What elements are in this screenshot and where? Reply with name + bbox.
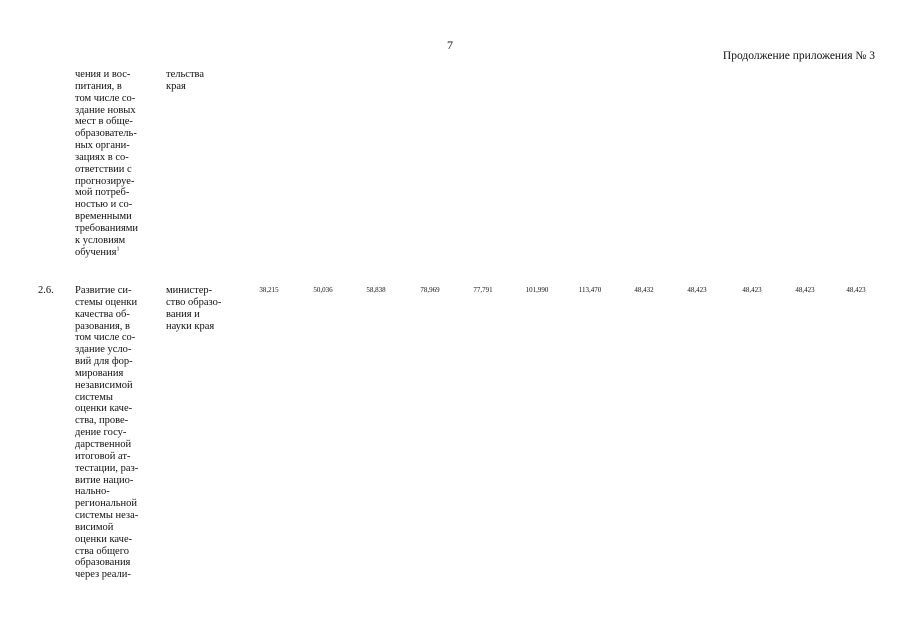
row-2-6-name-line: вий для фор- bbox=[75, 356, 133, 368]
row-2-6-executor-line: вания и bbox=[166, 308, 200, 320]
row-2-6-value: 48,423 bbox=[687, 286, 707, 294]
row-2-6-name-line: здание усло- bbox=[75, 344, 132, 356]
row-2-6-name-line: итоговой ат- bbox=[75, 450, 131, 462]
row-2-6-name-line: оценки каче- bbox=[75, 403, 133, 415]
page-number: 7 bbox=[447, 38, 453, 52]
row-2-6-value: 50,036 bbox=[313, 286, 333, 294]
row-2-6-name-line: системы bbox=[75, 391, 113, 403]
row-2-6-name-line: том числе со- bbox=[75, 332, 136, 344]
row-1-name bbox=[75, 69, 138, 259]
row-2-6-name-line: образования bbox=[75, 557, 131, 569]
row-2-6-name-line: ства общего bbox=[75, 545, 129, 557]
row-1-name-line: зациях в со- bbox=[75, 151, 129, 163]
row-1-name-line: требованиями bbox=[75, 222, 139, 234]
row-2-6-name-line: через реали- bbox=[75, 569, 131, 581]
row-2-6-name-line: независимой bbox=[75, 379, 133, 391]
row-1-name-line: здание новых bbox=[75, 104, 136, 116]
row-2-6-name-line: оценки каче- bbox=[75, 533, 133, 545]
row-2-6-name-line: дение госу- bbox=[75, 427, 127, 439]
row-1-name-text: обучения bbox=[75, 246, 117, 258]
row-2-6-name-line: Развитие си- bbox=[75, 285, 132, 296]
row-1-name-line: чения и вос- bbox=[75, 69, 131, 80]
row-1-name-line: образователь- bbox=[75, 128, 137, 140]
row-2-6-value: 58,838 bbox=[366, 286, 386, 294]
row-2-6-name-line: стемы оценки bbox=[75, 296, 138, 308]
row-2-6-value: 78,969 bbox=[420, 286, 440, 294]
row-1-name-line: прогнозируе- bbox=[75, 175, 135, 187]
row-2-6-value: 48,423 bbox=[846, 286, 866, 294]
row-2-6-executor-line: ство образо- bbox=[166, 296, 222, 308]
continuation-label: Продолжение приложения № 3 bbox=[722, 50, 875, 62]
row-1-executor bbox=[166, 69, 204, 93]
row-2-6-value: 101,990 bbox=[525, 286, 549, 294]
row-1-executor-line: края bbox=[166, 80, 186, 92]
row-2-6-executor bbox=[166, 285, 221, 332]
row-1-name-line: питания, в bbox=[75, 80, 122, 92]
row-2-6-value: 48,423 bbox=[795, 286, 815, 294]
row-2-6-name-line: региональной bbox=[75, 498, 137, 510]
row-1-name-line-last bbox=[75, 247, 138, 259]
row-1-executor-line: тельства bbox=[166, 69, 205, 80]
row-2-6-name-line: витие нацио- bbox=[75, 474, 134, 486]
footnote-marker: 1 bbox=[116, 246, 120, 253]
row-2-6-value: 48,432 bbox=[634, 286, 654, 294]
row-2-6-name-line: нально- bbox=[75, 486, 110, 498]
row-2-6-number: 2.6. bbox=[38, 285, 54, 296]
row-2-6-name bbox=[75, 285, 138, 581]
row-1-name-line: к условиям bbox=[75, 234, 126, 246]
row-2-6-value: 48,423 bbox=[742, 286, 762, 294]
row-2-6-name-line: ства, прове- bbox=[75, 415, 129, 427]
row-2-6-name-line: дарственной bbox=[75, 438, 132, 450]
row-2-6-value: 77,791 bbox=[473, 286, 493, 294]
row-1-name-line: ответствии с bbox=[75, 163, 132, 175]
row-2-6-name-line: разования, в bbox=[75, 320, 131, 332]
row-1-name-line: том числе со- bbox=[75, 92, 136, 104]
row-2-6-name-line: висимой bbox=[75, 521, 114, 533]
row-2-6-executor-line: науки края bbox=[166, 320, 215, 332]
row-1-name-line: мой потреб- bbox=[75, 187, 130, 199]
row-2-6-executor-line: министер- bbox=[166, 285, 213, 296]
row-2-6-name-line: качества об- bbox=[75, 308, 130, 320]
row-2-6-name-line: системы неза- bbox=[75, 510, 139, 522]
row-2-6-value: 113,470 bbox=[578, 286, 602, 294]
row-2-6-value: 38,215 bbox=[259, 286, 279, 294]
row-2-6-name-line: тестации, раз- bbox=[75, 462, 139, 474]
row-1-name-line: ных органи- bbox=[75, 140, 130, 152]
row-1-name-line: ностью и со- bbox=[75, 199, 133, 211]
row-1-name-line: временными bbox=[75, 211, 132, 223]
row-2-6-name-line: мирования bbox=[75, 367, 124, 379]
row-1-name-line: мест в обще- bbox=[75, 116, 133, 128]
